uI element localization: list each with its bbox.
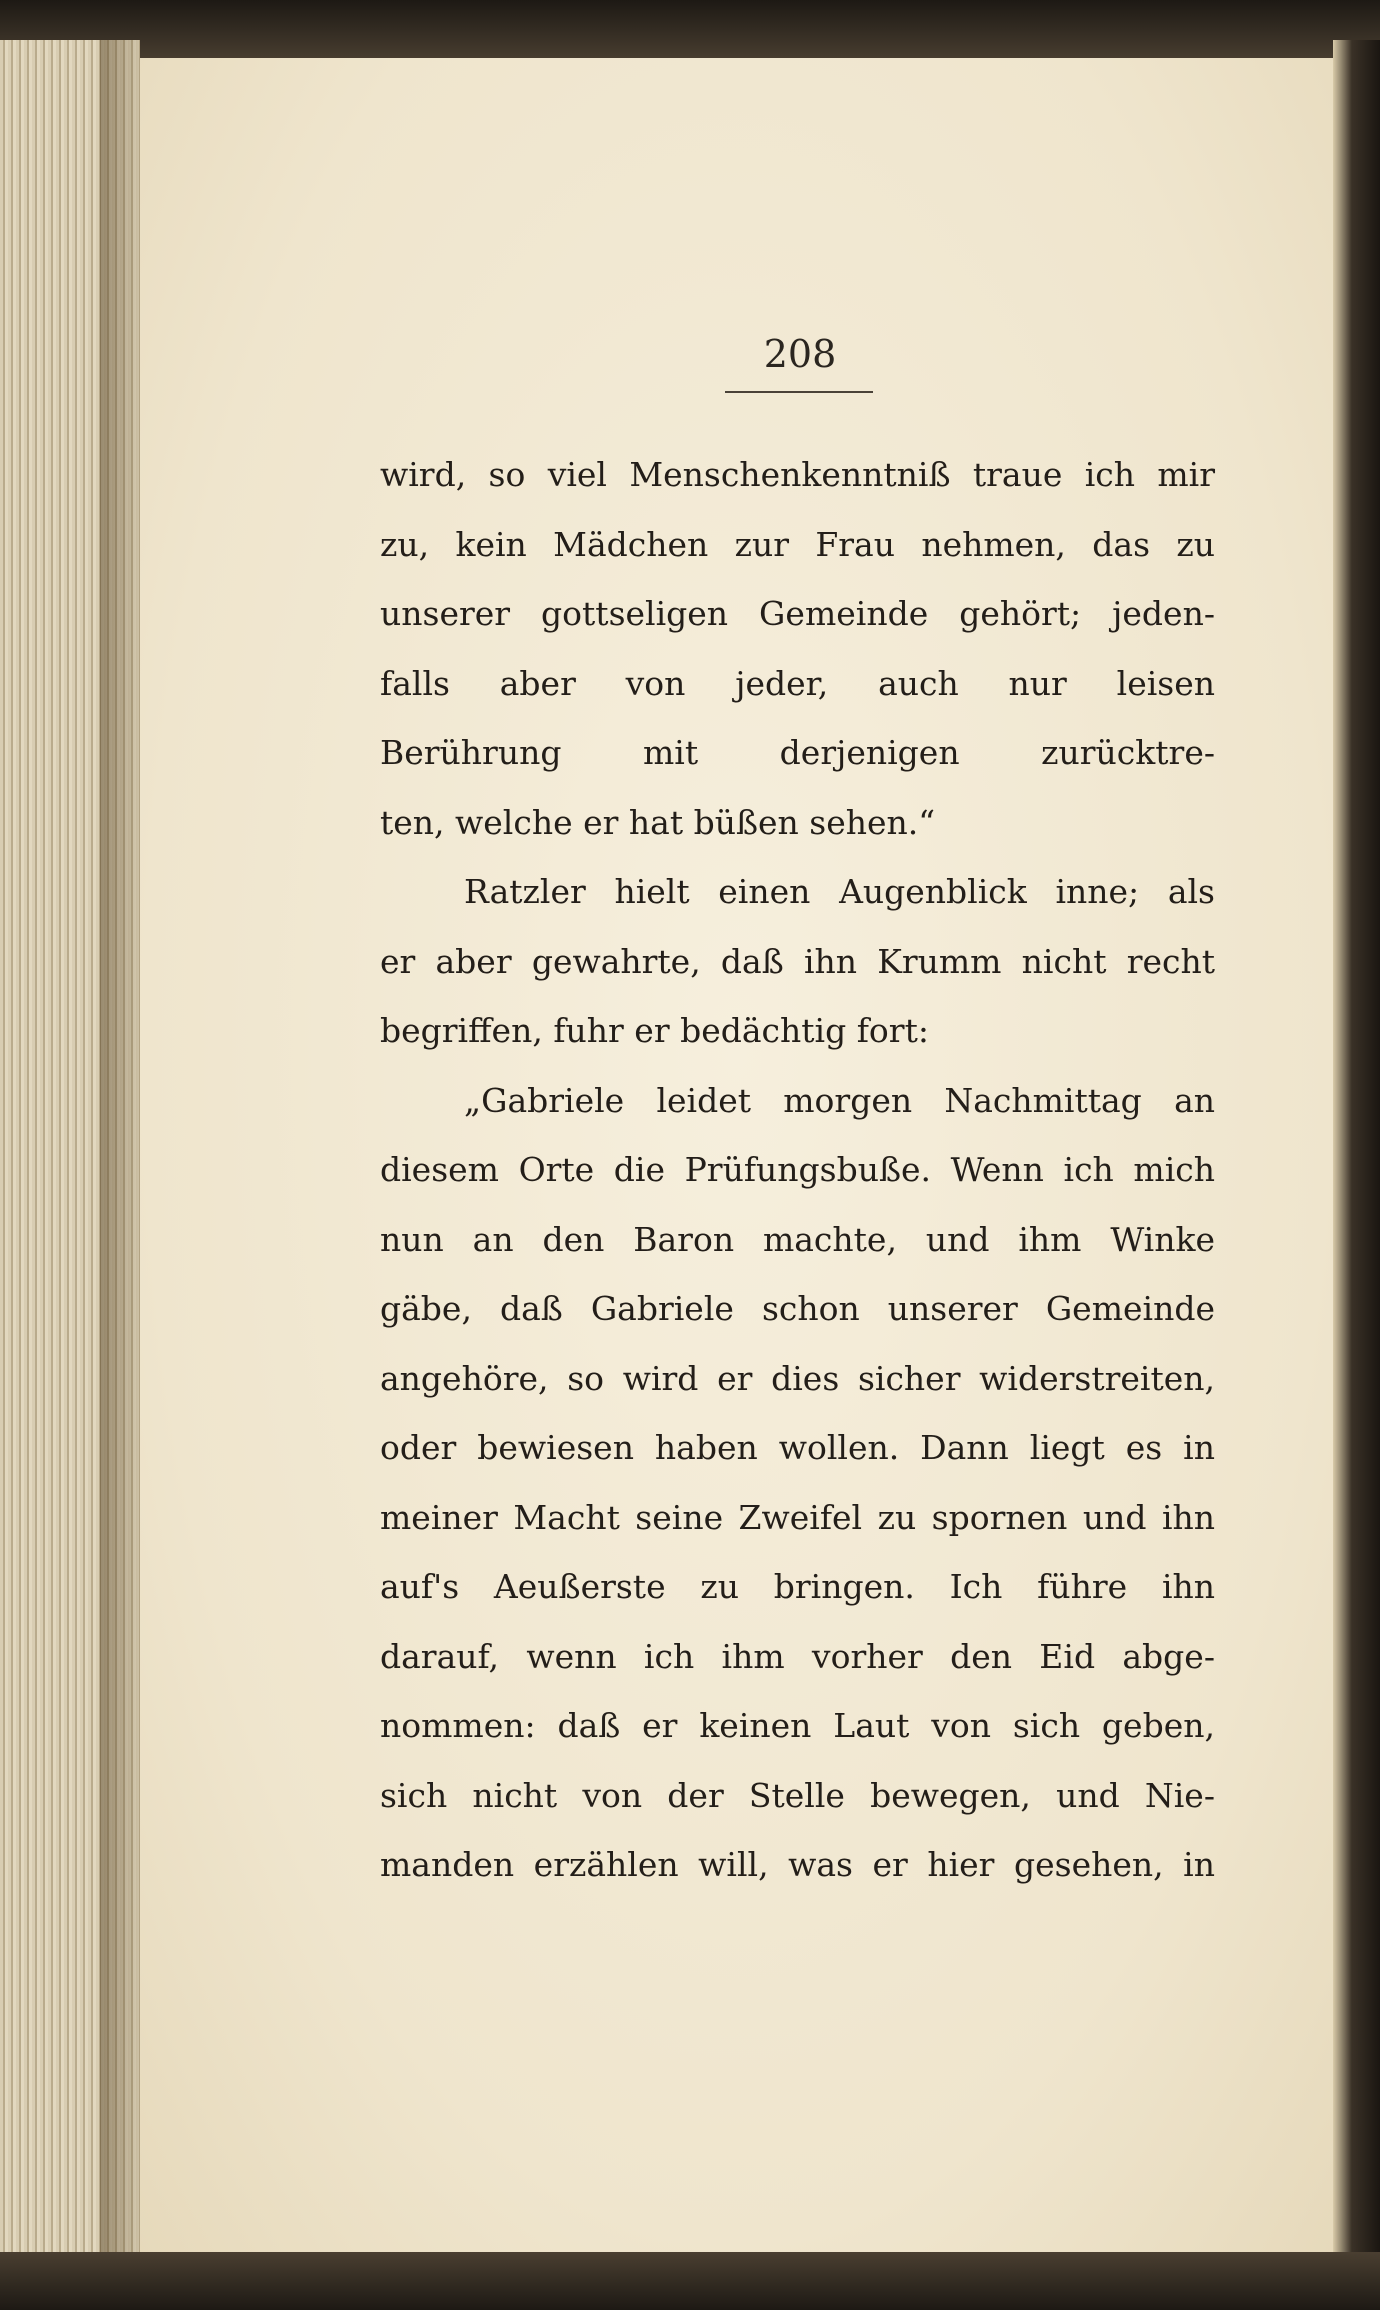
text-line: wird, so viel Menschenkenntniß traue ich mir xyxy=(380,455,1215,494)
page-number: 208 xyxy=(763,332,837,376)
text-line: „Gabriele leidet morgen Nachmittag an xyxy=(464,1080,1215,1120)
gutter-shadow xyxy=(100,40,140,2270)
text-line: meiner Macht seine Zweifel zu spornen und ihn xyxy=(380,1497,1215,1537)
book-top-edge xyxy=(0,0,1380,62)
text-line: auf's Aeußerste zu bringen. Ich führe ihn xyxy=(380,1567,1215,1606)
text-line: sich nicht von der Stelle bewegen, und Nie- xyxy=(380,1775,1215,1815)
text-line: er aber gewahrte, daß ihn Krumm nicht recht xyxy=(380,941,1215,981)
text-line: begriffen, fuhr er bedächtig fort: xyxy=(380,1011,929,1050)
page-number-rule xyxy=(725,391,873,393)
book-right-edge xyxy=(1333,40,1380,2270)
text-line: manden erzählen will, was er hier gesehen, in xyxy=(380,1845,1215,1884)
text-line: unserer gottseligen Gemeinde gehört; jeden- xyxy=(380,594,1215,633)
text-line: zu, kein Mädchen zur Frau nehmen, das zu xyxy=(380,524,1215,564)
text-line: angehöre, so wird er dies sicher widerstreiten, xyxy=(380,1358,1215,1398)
text-line: nun an den Baron machte, und ihm Winke xyxy=(380,1219,1215,1259)
text-line: Ratzler hielt einen Augenblick inne; als xyxy=(464,872,1215,911)
text-line: oder bewiesen haben wollen. Dann liegt es in xyxy=(380,1428,1215,1467)
body-text xyxy=(380,440,1215,1900)
text-line: falls aber von jeder, auch nur leisen xyxy=(380,663,1215,703)
book-bottom-edge xyxy=(0,2252,1380,2310)
text-line: diesem Orte die Prüfungsbuße. Wenn ich mich xyxy=(380,1150,1215,1189)
text-line: nommen: daß er keinen Laut von sich geben, xyxy=(380,1706,1215,1745)
text-line: ten, welche er hat büßen sehen.“ xyxy=(380,802,936,842)
text-line: Berührung mit derjenigen zurücktre- xyxy=(380,733,1215,772)
text-line: darauf, wenn ich ihm vorher den Eid abge- xyxy=(380,1636,1215,1676)
text-line: gäbe, daß Gabriele schon unserer Gemeinde xyxy=(380,1289,1215,1328)
